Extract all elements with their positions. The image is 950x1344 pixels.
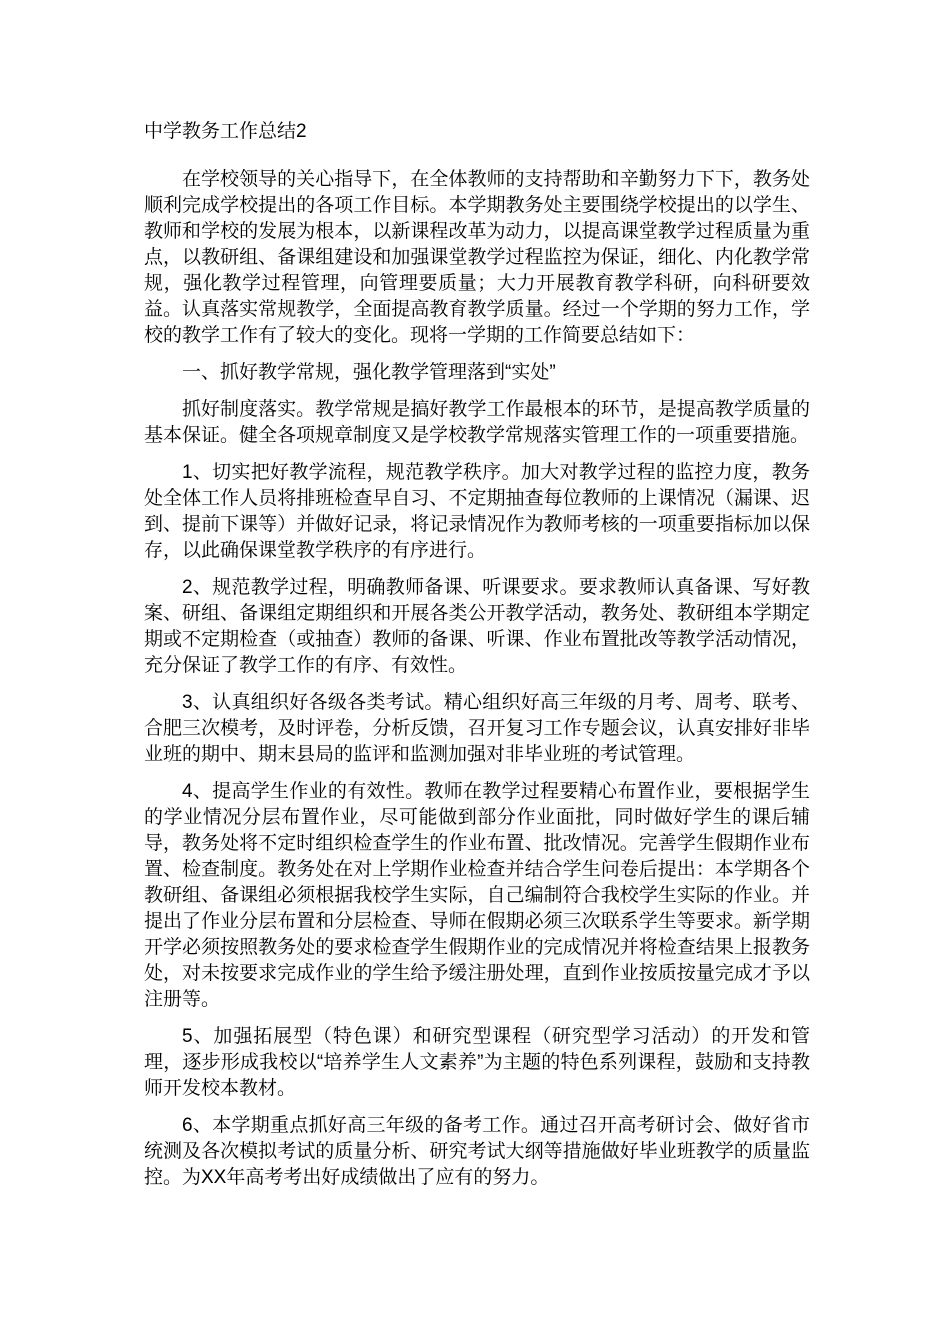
paragraph-intro: 在学校领导的关心指导下，在全体教师的支持帮助和辛勤努力下下，教务处顺利完成学校提出的各项工作目标。本学期教务处主要围绕学校提出的以学生、教师和学校的发展为根本，以新课程改革为动力，以提高课堂教学过程质量为重点，以教研组、备课组建设和加强课堂教学过程监控为保证，细化、内化教学常规，强化教学过程管理，向管理要质量；大力开展教育教学科研，向科研要效益。认真落实常规教学，全面提高教育教学质量。经过一个学期的努力工作，学校的教学工作有了较大的变化。现将一学期的工作简要总结如下： [144,169,810,346]
paragraph-item-3: 3、认真组织好各级各类考试。精心组织好高三年级的月考、周考、联考、合肥三次模考，及时评卷，分析反馈，召开复习工作专题会议，认真安排好非毕业班的期中、期末县局的监评和监测加强对非毕业班的考试管理。 [144,692,810,765]
document-title: 中学教务工作总结2 [144,121,307,142]
paragraph-item-5: 5、加强拓展型（特色课）和研究型课程（研究型学习活动）的开发和管理，逐步形成我校以“培养学生人文素养”为主题的特色系列课程，鼓励和支持教师开发校本教材。 [144,1026,810,1099]
paragraph-item-1: 1、切实把好教学流程，规范教学秩序。加大对教学过程的监控力度，教务处全体工作人员将排班检查早自习、不定期抽查每位教师的上课情况（漏课、迟到、提前下课等）并做好记录，将记录情况作为教师考核的一项重要指标加以保存，以此确保课堂教学秩序的有序进行。 [144,462,810,561]
paragraph-item-4: 4、提高学生作业的有效性。教师在教学过程要精心布置作业，要根据学生的学业情况分层布置作业，尽可能做到部分作业面批，同时做好学生的课后辅导，教务处将不定时组织检查学生的作业布置、批改情况。完善学生假期作业布置、检查制度。教务处在对上学期作业检查并结合学生问卷后提出：本学期各个教研组、备课组必须根据我校学生实际，自己编制符合我校学生实际的作业。并提出了作业分层布置和分层检查、导师在假期必须三次联系学生等要求。新学期开学必须按照教务处的要求检查学生假期作业的完成情况并将检查结果上报教务处，对未按要求完成作业的学生给予缓注册处理，直到作业按质按量完成才予以注册等。 [144,781,810,1010]
paragraph-item-2: 2、规范教学过程，明确教师备课、听课要求。要求教师认真备课、写好教案、研组、备课组定期组织和开展各类公开教学活动，教务处、教研组本学期定期或不定期检查（或抽查）教师的备课、听课、作业布置批改等教学活动情况，充分保证了教学工作的有序、有效性。 [144,577,810,676]
paragraph-item-6: 6、本学期重点抓好高三年级的备考工作。通过召开高考研讨会、做好省市统测及各次模拟考试的质量分析、研究考试大纲等措施做好毕业班教学的质量监控。为XX年高考考出好成绩做出了应有的努力。 [144,1115,810,1188]
section-heading-1: 一、抓好教学常规，强化教学管理落到“实处” [182,362,556,383]
paragraph-system-implementation: 抓好制度落实。教学常规是搞好教学工作最根本的环节，是提高教学质量的基本保证。健全各项规章制度又是学校教学常规落实管理工作的一项重要措施。 [144,399,810,446]
